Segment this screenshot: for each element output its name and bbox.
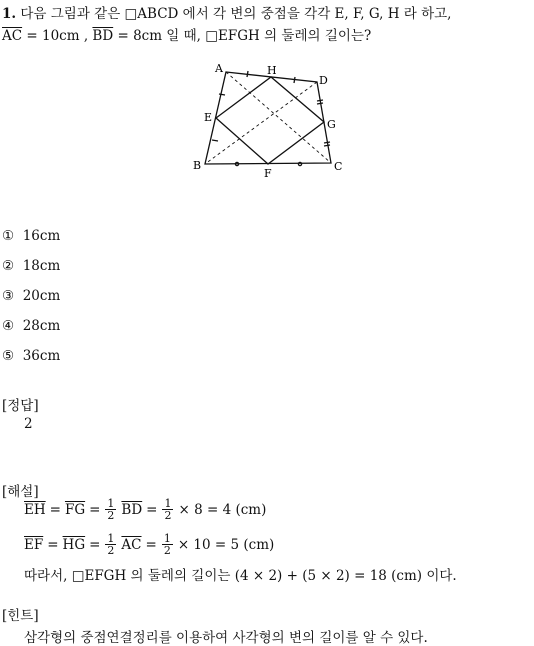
question-bd-value: = 8cm 일 때, □EFGH 의 둘레의 길이는?	[113, 28, 372, 44]
equals: =	[47, 536, 59, 553]
segment-eh: $\overline{EH}$	[24, 501, 46, 518]
option-text: 28cm	[22, 318, 61, 334]
segment-ac: $\overline{AC}$	[121, 536, 142, 553]
label-b: B	[193, 159, 202, 172]
explanation-result-1: × 8 = 4 (cm)	[178, 501, 267, 518]
question-text: 다음 그림과 같은 □ABCD 에서 각 변의 중점을 각각 E, F, G, H 라 하고,	[20, 6, 452, 22]
diagonal-ac	[226, 72, 331, 163]
option-marker: ③	[2, 288, 15, 304]
explanation-result-2: × 10 = 5 (cm)	[177, 536, 275, 553]
hint-text: 삼각형의 중점연결정리를 이용하여 사각형의 변의 길이를 알 수 있다.	[24, 630, 428, 646]
segment-fg: $\overline{FG}$	[64, 501, 86, 518]
equals: =	[89, 536, 101, 553]
quad-efgh	[216, 77, 324, 164]
fraction-half: $\frac{1}{2}$	[107, 497, 115, 522]
label-h: H	[267, 64, 277, 77]
explanation-line-1	[24, 498, 266, 521]
answer-heading: [정답]	[2, 398, 39, 414]
answer-value: 2	[24, 416, 33, 432]
option-text: 20cm	[22, 288, 61, 304]
fraction-half: $\frac{1}{2}$	[164, 497, 172, 522]
option-3[interactable]	[2, 288, 60, 304]
segment-ef: $\overline{EF}$	[24, 536, 44, 553]
segment-bd: $\overline{BD}$	[121, 501, 143, 518]
equals: =	[146, 501, 158, 518]
explanation-line-2	[24, 533, 274, 556]
option-text: 36cm	[22, 348, 61, 364]
label-g: G	[327, 118, 336, 131]
segment-bd: $\overline{BD}$	[92, 28, 114, 44]
option-text: 18cm	[22, 258, 61, 274]
option-marker: ①	[2, 228, 15, 244]
option-text: 16cm	[22, 228, 61, 244]
label-a: A	[215, 62, 223, 75]
label-c: C	[334, 160, 343, 173]
segment-hg: $\overline{HG}$	[62, 536, 86, 553]
quadrilateral-figure	[190, 60, 350, 180]
option-1[interactable]	[2, 228, 60, 244]
option-marker: ⑤	[2, 348, 15, 364]
equals: =	[49, 501, 61, 518]
equals: =	[89, 501, 101, 518]
label-e: E	[204, 111, 213, 124]
label-f: F	[264, 167, 272, 180]
explanation-line-3: 따라서, □EFGH 의 둘레의 길이는 (4 × 2) + (5 × 2) = 18 (cm) 이다.	[24, 568, 457, 584]
option-marker: ④	[2, 318, 15, 334]
segment-ac: $\overline{AC}$	[2, 28, 23, 44]
fraction-half: $\frac{1}{2}$	[163, 532, 171, 557]
question-ac-value: = 10cm ,	[22, 28, 89, 44]
option-4[interactable]	[2, 318, 60, 334]
fraction-half: $\frac{1}{2}$	[107, 532, 115, 557]
equals: =	[145, 536, 157, 553]
hint-heading: [힌트]	[2, 608, 39, 624]
question-number: 1.	[2, 6, 17, 22]
question-line-2	[2, 24, 371, 44]
explanation-heading: [해설]	[2, 484, 39, 500]
question-line-1	[2, 2, 451, 22]
option-5[interactable]	[2, 348, 60, 364]
option-marker: ②	[2, 258, 15, 274]
label-d: D	[319, 74, 328, 87]
option-2[interactable]	[2, 258, 60, 274]
